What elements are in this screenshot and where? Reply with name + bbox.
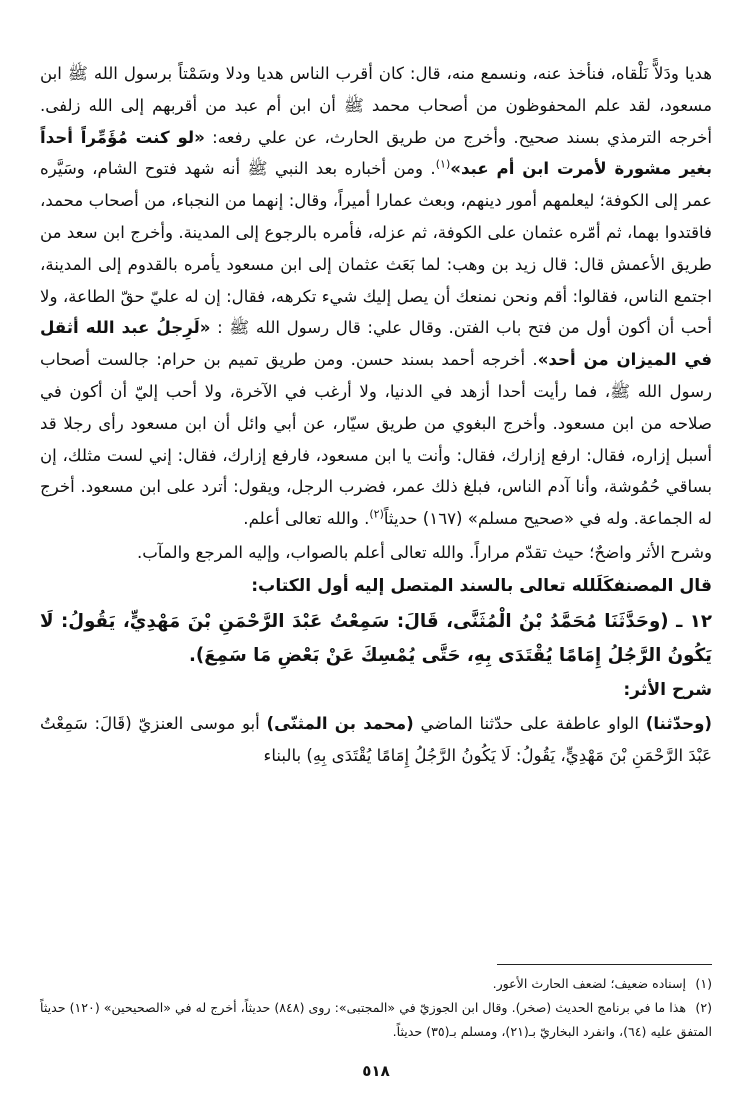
- footnote-2: [40, 996, 712, 1044]
- footnote-text: هذا ما في برنامج الحديث (صخر). وقال ابن الجوزيّ في «المجتبى»: روى (٨٤٨) حديثاً، أخرج له في «الصحيحين» (١٢٠) حديثاً المتفق عليه (٦٤)، وانفرد البخاريّ بـ(٢١)، ومسلم بـ(٣٥) حديثاً.: [40, 1000, 712, 1039]
- text-run: . أخرجه أحمد بسند حسن. ومن طريق تميم بن حرام: جالست أصحاب رسول الله ﷺ، فما رأيت أحدا أزهد في الدنيا، ولا أرغب في الآخرة، ولا أحب إليّ أن أكون في صلاحه من ابن مسعود. وأخرج البغوي من طريق سيّار، عن أبي وائل أن ابن مسعود رأى رجلا قد أسبل إزاره، فقال: ارفع إزارك، فقال: وأنت يا ابن مسعود، فارفع إزارك، فقال: إني لست مثلك، إن بساقي حُمُوشة، وأنا آدم الناس، فبلغ ذلك عمر، فضرب الرجل، ويقول: أترد على ابن مسعود. أخرج له الجماعة. وله في «صحيح مسلم» (١٦٧) حديثاً: [40, 350, 712, 529]
- commentary-heading: شرح الأثر:: [623, 679, 712, 700]
- footnote-text: إسناده ضعيف؛ لضعف الحارث الأعور.: [492, 976, 686, 991]
- main-text: [40, 58, 712, 772]
- page-number: ٥١٨: [362, 1062, 390, 1080]
- footnote-divider: [497, 964, 712, 965]
- paragraph-biography: [40, 58, 712, 535]
- text-run: الواو عاطفة على حدّثنا الماضي: [413, 714, 646, 734]
- section-heading: قال المصنفكَلَلله تعالى بالسند المتصل إليه أول الكتاب:: [251, 575, 712, 596]
- footnote-number: (١): [695, 976, 712, 991]
- text-run: هديا ودَلاًّ نَلْقاه، فنأخذ عنه، ونسمع منه، قال: كان أقرب الناس هديا ودلا وسَمْتاً برسول الله ﷺ ابن مسعود، لقد علم المحفوظون من أصحاب محمد ﷺ أن ابن أم عبد من أقربهم إلى الله زلفى. أخرجه الترمذي بسند صحيح. وأخرج من طريق الحارث، عن علي رفعه:: [40, 64, 712, 147]
- footnote-1: [40, 972, 712, 996]
- narrator-name: (محمد بن المثنّى): [266, 714, 414, 734]
- hadith-quote: «لَرِجلُ عبد الله أثقل في الميزان من أحد»: [40, 318, 712, 370]
- footnotes: [40, 972, 712, 1044]
- footnote-number: (٢): [695, 1000, 712, 1015]
- text-run: (وحدّثنا): [645, 714, 712, 734]
- text-run: أبو موسى العنزيّ (قَالَ: سَمِعْتُ عَبْدَ الرَّحْمَنِ بْنَ مَهْدِيٍّ، يَقُولُ: لَا يَكُونُ الرَّجُلُ إِمَامًا يُقْتَدَى بِهِ) بالبناء: [40, 714, 712, 766]
- paragraph-explanation: وشرح الأثر واضحٌ؛ حيث تقدّم مراراً. والله تعالى أعلم بالصواب، وإليه المرجع والمآب.: [136, 542, 712, 562]
- text-run: . والله تعالى أعلم.: [243, 509, 370, 529]
- footnote-ref-1[interactable]: (١): [435, 157, 451, 171]
- footnote-ref-2[interactable]: (٢): [369, 507, 384, 521]
- hadith-quote: «لو كنت مُؤَمِّراً أحداً بغير مشورة لأمرت ابن أم عبد»: [40, 127, 713, 179]
- hadith-text: ١٢ ـ (وحَدَّثَنَا مُحَمَّدُ بْنُ الْمُثَنَّى، قَالَ: سَمِعْتُ عَبْدَ الرَّحْمَنِ بْنَ مَهْدِيٍّ، يَقُولُ: لَا يَكُونُ الرَّجُلُ إِمَامًا يُقْتَدَى بِهِ، حَتَّى يُمْسِكَ عَنْ بَعْضِ مَا سَمِعَ).: [40, 610, 712, 666]
- paragraph-commentary: [40, 708, 712, 772]
- text-run: . ومن أخباره بعد النبي ﷺ أنه شهد فتوح الشام، وسَيَّره عمر إلى الكوفة؛ ليعلمهم أمور دينهم، وبعث عمارا أميراً، وقال: إنهما من النجباء، من أصحاب محمد، فاقتدوا بهما، ثم أمّره عثمان على الكوفة، ثم عزله، فأمره بالرجوع إلى المدينة. وأخرج ابن سعد من طريق الأعمش قال: قال زيد بن وهب: لما بَعَث عثمان إلى ابن مسعود يأمره بالقدوم إلى المدينة، اجتمع الناس، فقالوا: أقم ونحن نمنعك أن يصل إليك شيء تكرهه، فقال: إن له عليّ حقّ الطاعة، ولا أحب أن أكون أول من فتح باب الفتن. وقال علي: قال رسول الله ﷺ :: [40, 159, 713, 338]
